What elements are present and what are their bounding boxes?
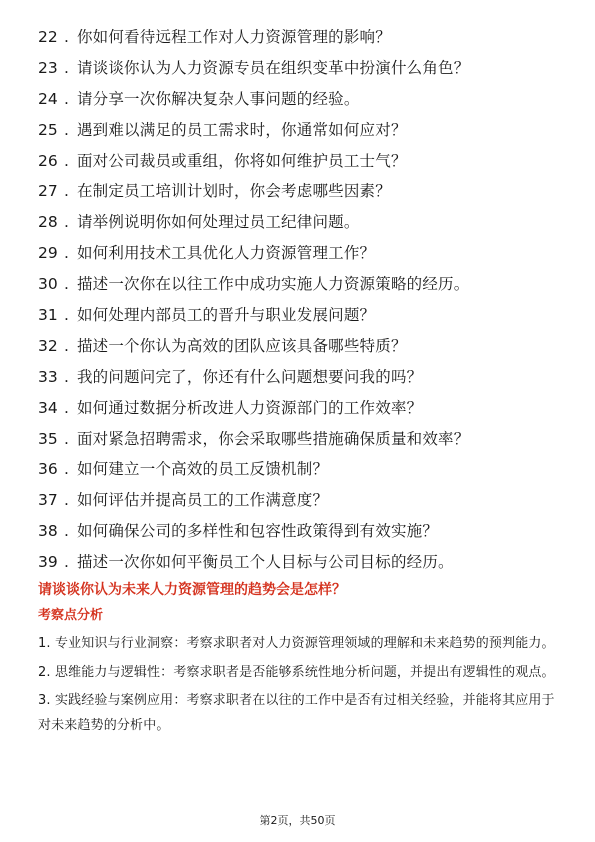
- question-number: 22: [38, 28, 58, 46]
- analysis-point: 2. 思维能力与逻辑性：考察求职者是否能够系统性地分析问题，并提出有逻辑性的观点。: [38, 664, 555, 680]
- analysis-point: 3. 实践经验与案例应用：考察求职者在以往的工作中是否有过相关经验，并能将其应用于对未来趋势的分析中。: [38, 693, 555, 733]
- question-item: 23 . 请谈谈你认为人力资源专员在组织变革中扮演什么角色？: [38, 53, 568, 84]
- question-item: 25 . 遇到难以满足的员工需求时，你通常如何应对？: [38, 115, 568, 146]
- question-number: 27: [38, 182, 58, 201]
- question-item: 30 . 描述一次你在以往工作中成功实施人力资源策略的经历。: [38, 269, 568, 300]
- question-number: 33: [38, 367, 58, 386]
- question-number: 36: [38, 460, 58, 479]
- question-text: 如何评估并提高员工的工作满意度？: [76, 491, 329, 510]
- analysis-question-title: 请谈谈你认为未来人力资源管理的趋势会是怎样？: [38, 582, 346, 598]
- analysis-section: [38, 578, 563, 742]
- analysis-point: 1. 专业知识与行业洞察：考察求职者对人力资源管理领域的理解和未来趋势的预判能力。: [38, 636, 555, 651]
- question-text: 如何通过数据分析改进人力资源部门的工作效率？: [76, 398, 423, 417]
- question-text: 请谈谈你认为人力资源专员在组织变革中扮演什么角色？: [76, 58, 470, 77]
- question-text: 请举例说明你如何处理过员工纪律问题。: [76, 213, 360, 232]
- question-text: 面对紧急招聘需求，你会采取哪些措施确保质量和效率？: [76, 429, 470, 448]
- page-number-footer: 第2页，共50页: [259, 814, 336, 827]
- question-number: 29: [38, 244, 58, 263]
- question-text: 如何处理内部员工的晋升与职业发展问题？: [76, 306, 376, 325]
- question-text: 在制定员工培训计划时，你会考虑哪些因素？: [76, 182, 391, 201]
- question-item: 26 . 面对公司裁员或重组，你将如何维护员工士气？: [38, 146, 568, 177]
- question-number: 32: [38, 336, 58, 355]
- question-item: 39 . 描述一次你如何平衡员工个人目标与公司目标的经历。: [38, 547, 568, 578]
- question-text: 我的问题问完了，你还有什么问题想要问我的吗？: [76, 367, 423, 386]
- question-text: 描述一次你如何平衡员工个人目标与公司目标的经历。: [76, 553, 454, 572]
- question-text: 描述一个你认为高效的团队应该具备哪些特质？: [76, 336, 407, 355]
- question-number: 26: [38, 151, 58, 170]
- question-number: 37: [38, 491, 58, 510]
- question-number: 24: [38, 89, 58, 108]
- question-text: 如何建立一个高效的员工反馈机制？: [76, 460, 329, 479]
- question-number: 35: [38, 429, 58, 448]
- question-number: 30: [38, 275, 58, 294]
- question-number: 23: [38, 58, 58, 77]
- question-item: 37 . 如何评估并提高员工的工作满意度？: [38, 485, 568, 516]
- question-item: 32 . 描述一个你认为高效的团队应该具备哪些特质？: [38, 331, 568, 362]
- question-item: 34 . 如何通过数据分析改进人力资源部门的工作效率？: [38, 393, 568, 424]
- question-text: 遇到难以满足的员工需求时，你通常如何应对？: [76, 120, 407, 139]
- question-text: 你如何看待远程工作对人力资源管理的影响？: [76, 28, 391, 46]
- question-text: 请分享一次你解决复杂人事问题的经验。: [76, 89, 360, 108]
- question-text: 如何利用技术工具优化人力资源管理工作？: [76, 244, 376, 263]
- question-list: [38, 22, 568, 578]
- question-number: 28: [38, 213, 58, 232]
- question-item: 22 . 你如何看待远程工作对人力资源管理的影响？: [38, 22, 568, 53]
- question-item: 28 . 请举例说明你如何处理过员工纪律问题。: [38, 207, 568, 238]
- question-item: 31 . 如何处理内部员工的晋升与职业发展问题？: [38, 300, 568, 331]
- question-item: 27 . 在制定员工培训计划时，你会考虑哪些因素？: [38, 176, 568, 207]
- question-text: 面对公司裁员或重组，你将如何维护员工士气？: [76, 151, 407, 170]
- question-item: 29 . 如何利用技术工具优化人力资源管理工作？: [38, 238, 568, 269]
- question-item: 35 . 面对紧急招聘需求，你会采取哪些措施确保质量和效率？: [38, 424, 568, 455]
- analysis-subtitle: 考察点分析: [38, 608, 104, 623]
- question-number: 31: [38, 306, 58, 325]
- question-item: 24 . 请分享一次你解决复杂人事问题的经验。: [38, 84, 568, 115]
- question-item: 38 . 如何确保公司的多样性和包容性政策得到有效实施？: [38, 516, 568, 547]
- question-number: 38: [38, 522, 58, 541]
- question-text: 描述一次你在以往工作中成功实施人力资源策略的经历。: [76, 275, 470, 294]
- question-number: 25: [38, 120, 58, 139]
- question-number: 34: [38, 398, 58, 417]
- question-text: 如何确保公司的多样性和包容性政策得到有效实施？: [76, 522, 439, 541]
- question-number: 39: [38, 553, 58, 572]
- question-item: 33 . 我的问题问完了，你还有什么问题想要问我的吗？: [38, 362, 568, 393]
- question-item: 36 . 如何建立一个高效的员工反馈机制？: [38, 454, 568, 485]
